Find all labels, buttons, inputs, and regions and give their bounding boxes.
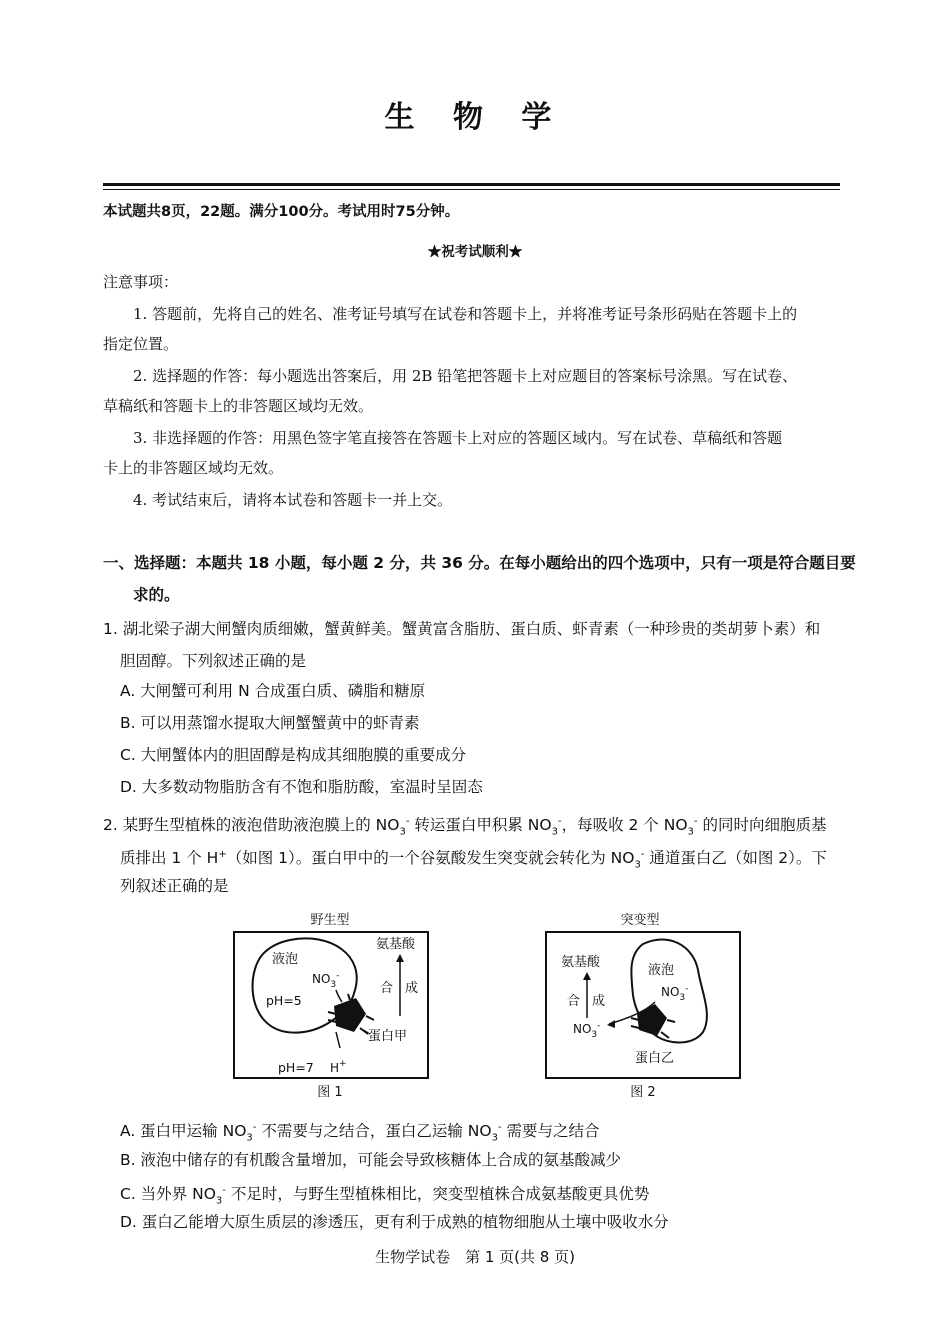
fig1-ph-inside: pH=5 bbox=[266, 993, 302, 1008]
header-rule-thick bbox=[103, 183, 840, 186]
fig1-protein-jia bbox=[328, 994, 374, 1034]
q1-option-a: A. 大闸蟹可利用 N 合成蛋白质、磷脂和糖原 bbox=[120, 682, 426, 700]
fig2-synthesis-cheng: 成 bbox=[592, 994, 606, 1009]
fig2-no3-inside: $NO_3^-$ bbox=[661, 984, 689, 1003]
fig1-synthesis-cheng: 成 bbox=[405, 981, 419, 996]
notice-item-1-line-2: 指定位置。 bbox=[103, 335, 179, 353]
notice-item-2-line-1: 2. 选择题的作答：每小题选出答案后，用 2B 铅笔把答题卡上对应题目的答案标号涂黑。写在试卷、 bbox=[133, 367, 798, 385]
fig2-caption: 图 2 bbox=[630, 1085, 656, 1100]
q1-option-c: C. 大闸蟹体内的胆固醇是构成其细胞膜的重要成分 bbox=[120, 746, 467, 764]
fig2-title: 突变型 bbox=[620, 913, 660, 928]
page-footer: 生物学试卷 第 1 页(共 8 页) bbox=[375, 1248, 575, 1266]
figure-1-wild-type bbox=[230, 910, 430, 1100]
notice-heading: 注意事项： bbox=[103, 273, 179, 291]
exam-info: 本试题共8页，22题。满分100分。考试用时75分钟。 bbox=[103, 204, 460, 220]
notice-item-2-line-2: 草稿纸和答题卡上的非答题区域均无效。 bbox=[103, 397, 374, 415]
q1-stem-line-1: 1. 湖北梁子湖大闸蟹肉质细嫩，蟹黄鲜美。蟹黄富含脂肪、蛋白质、虾青素（一种珍贵的类胡萝卜素）和 bbox=[103, 620, 821, 638]
q2-option-a: A. 蛋白甲运输 $NO_3^-$ 不需要与之结合，蛋白乙运输 $NO_3^-$ 需要与之结合 bbox=[120, 1122, 600, 1144]
q1-option-d: D. 大多数动物脂肪含有不饱和脂肪酸，室温时呈固态 bbox=[120, 778, 483, 796]
q2-stem-line-1: 2. 某野生型植株的液泡借助液泡膜上的 $NO_3^-$ 转运蛋白甲积累 $NO_3^-$，每吸收 2 个 $NO_3^-$ 的同时向细胞质基 bbox=[103, 816, 827, 838]
fig2-synthesis-he: 合 bbox=[567, 994, 581, 1009]
fig2-vacuole-label: 液泡 bbox=[648, 963, 675, 978]
fig1-no3-arrow bbox=[336, 990, 342, 1002]
notice-item-4: 4. 考试结束后，请将本试卷和答题卡一并上交。 bbox=[133, 491, 453, 509]
q2-option-c: C. 当外界 $NO_3^-$ 不足时，与野生型植株相比，突变型植株合成氨基酸更具优势 bbox=[120, 1185, 650, 1207]
q1-stem-line-2: 胆固醇。下列叙述正确的是 bbox=[120, 652, 307, 670]
fig2-protein-label: 蛋白乙 bbox=[635, 1051, 675, 1066]
q2-stem-line-2: 质排出 1 个 H+（如图 1）。蛋白甲中的一个谷氨酸发生突变就会转化为 $NO_3^-$ 通道蛋白乙（如图 2）。下 bbox=[120, 849, 827, 871]
fig1-h-ion: H+ bbox=[330, 1059, 347, 1075]
q2-option-d: D. 蛋白乙能增大原生质层的渗透压，更有利于成熟的植物细胞从土壤中吸收水分 bbox=[120, 1213, 669, 1231]
fig2-no3-outside: $NO_3^-$ bbox=[573, 1021, 601, 1040]
fig1-synthesis-he: 合 bbox=[380, 981, 394, 996]
fig1-no3-label: $NO_3^-$ bbox=[312, 971, 340, 990]
blessing: ★祝考试顺利★ bbox=[427, 244, 523, 260]
notice-item-3-line-2: 卡上的非答题区域均无效。 bbox=[103, 459, 284, 477]
fig1-protein-label: 蛋白甲 bbox=[368, 1029, 408, 1044]
fig1-ph-outside: pH=7 bbox=[278, 1060, 314, 1075]
section-1-heading-line-1: 一、选择题：本题共 18 小题，每小题 2 分，共 36 分。在每小题给出的四个选项中，只有一项是符合题目要 bbox=[103, 554, 856, 572]
section-1-heading-line-2: 求的。 bbox=[133, 586, 180, 604]
fig1-caption: 图 1 bbox=[317, 1085, 343, 1100]
notice-item-3-line-1: 3. 非选择题的作答：用黑色签字笔直接答在答题卡上对应的答题区域内。写在试卷、草稿纸和答题 bbox=[133, 429, 783, 447]
header-rule-thin bbox=[103, 189, 840, 190]
fig1-vacuole-label: 液泡 bbox=[272, 952, 299, 967]
q2-option-b: B. 液泡中储存的有机酸含量增加，可能会导致核糖体上合成的氨基酸减少 bbox=[120, 1151, 621, 1169]
page-title: 生 物 学 bbox=[384, 100, 566, 135]
figure-2-mutant bbox=[543, 910, 743, 1100]
fig1-title: 野生型 bbox=[310, 913, 350, 928]
q1-option-b: B. 可以用蒸馏水提取大闸蟹蟹黄中的虾青素 bbox=[120, 714, 420, 732]
notice-item-1-line-1: 1. 答题前，先将自己的姓名、准考证号填写在试卷和答题卡上，并将准考证号条形码贴在答题卡上的 bbox=[133, 305, 798, 323]
fig2-amino-acid: 氨基酸 bbox=[561, 955, 601, 970]
q2-stem-line-3: 列叙述正确的是 bbox=[120, 877, 229, 895]
fig1-amino-acid: 氨基酸 bbox=[376, 937, 416, 952]
